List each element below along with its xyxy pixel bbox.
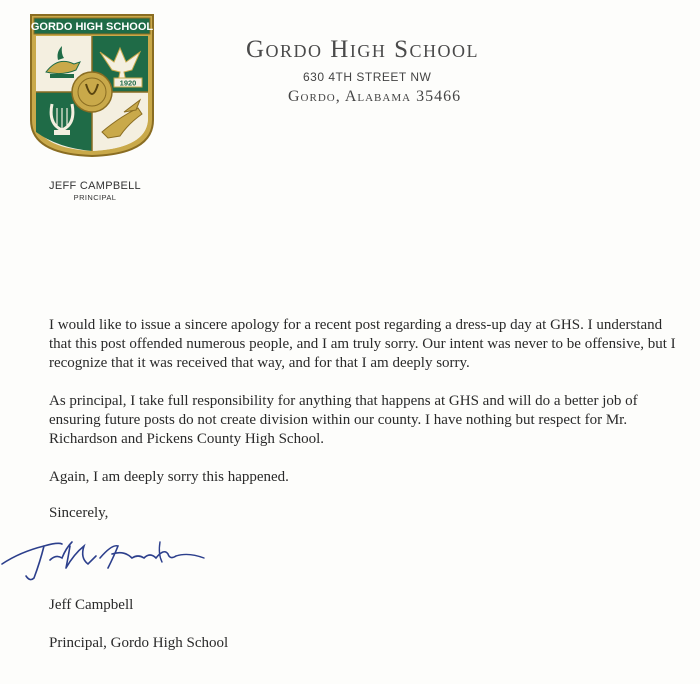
signer-title: Principal, Gordo High School [49, 635, 229, 651]
school-crest-logo [28, 12, 156, 158]
street-address: 630 4TH STREET NW [303, 70, 432, 84]
school-name-heading: Gordo High School [246, 36, 480, 63]
principal-name: JEFF CAMPBELL [49, 180, 141, 192]
signer-name: Jeff Campbell [49, 597, 134, 613]
letter-paragraph: Again, I am deeply sorry this happened. [49, 469, 289, 485]
handwritten-signature [0, 524, 220, 584]
crest-shield-icon [28, 12, 156, 158]
crest-year-text: 1920 [119, 78, 137, 88]
city-state-zip: Gordo, Alabama 35466 [288, 88, 462, 105]
signature-icon [0, 524, 220, 584]
principal-block [40, 180, 150, 202]
letter-paragraph: I would like to issue a sincere apology for a recent post regarding a dress-up day at GHS. I understand that this post offended numerous people, and I am truly sorry. Our intent was never to be offensive, but I recognize that it was received that way, and for that I am deeply sorry. [49, 317, 676, 371]
principal-title: PRINCIPAL [73, 193, 117, 202]
letter-closing: Sincerely, [49, 505, 109, 521]
letter-paragraph: As principal, I take full responsibility for anything that happens at GHS and will do a better job of ensuring future posts do not create division within our county. I have nothing but respect for Mr. Richardson and Pickens County High School. [49, 393, 638, 447]
crest-banner-text: GORDO HIGH SCHOOL [30, 21, 154, 33]
